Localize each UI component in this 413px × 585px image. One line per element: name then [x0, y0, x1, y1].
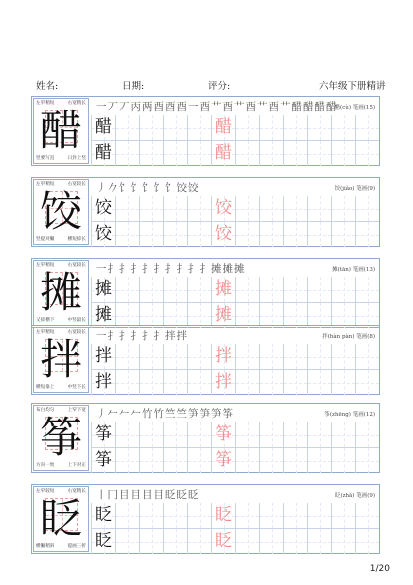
practice-grid	[91, 422, 379, 472]
practice-cell[interactable]	[331, 115, 355, 140]
date-label: 日期:	[122, 81, 145, 92]
practice-cell[interactable]	[163, 196, 187, 221]
practice-cell[interactable]	[187, 196, 211, 221]
practice-cell[interactable]	[91, 196, 115, 221]
trace-character: 眨	[95, 505, 112, 525]
practice-cell[interactable]	[259, 115, 283, 140]
practice-cell[interactable]	[115, 503, 139, 528]
stroke-order: 丿𠂊饣饣饣饣饣饺饺	[96, 182, 200, 194]
tip-top-left: 左窄稍短	[36, 263, 55, 268]
stroke-order: 丿𠂉𠂉𠂉竹竹竺竺笋笋笋筝	[96, 408, 234, 420]
practice-row	[91, 221, 379, 247]
practice-cell[interactable]	[211, 196, 235, 221]
practice-cell[interactable]	[139, 222, 163, 247]
tip-top-right: 右宽较长	[67, 330, 86, 335]
practice-cell[interactable]	[139, 141, 163, 166]
worksheet-header	[0, 76, 413, 94]
practice-cell[interactable]	[91, 303, 115, 328]
practice-row	[91, 196, 379, 221]
practice-cell[interactable]	[307, 141, 331, 166]
character-section	[31, 96, 380, 166]
practice-cell[interactable]	[211, 370, 235, 395]
practice-cell[interactable]	[139, 370, 163, 395]
model-character: 拌	[39, 335, 82, 384]
tip-bottom-right: 中竖下长	[67, 385, 86, 390]
practice-cell[interactable]	[163, 448, 187, 473]
tip-bottom-left: 横撇稍斜	[36, 544, 55, 549]
tip-top-left: 左窄稍短	[36, 101, 55, 106]
score-label: 评分:	[208, 81, 231, 92]
practice-cell[interactable]	[235, 141, 259, 166]
model-character: 饺	[39, 187, 82, 236]
pinyin-stroke-count: 醋(cù) 笔画(15)	[334, 105, 375, 111]
model-character-box	[33, 179, 89, 245]
practice-cell[interactable]	[259, 222, 283, 247]
practice-cell[interactable]	[259, 344, 283, 369]
practice-row	[91, 503, 379, 528]
practice-cell[interactable]	[235, 448, 259, 473]
practice-cell[interactable]	[115, 422, 139, 447]
practice-cell[interactable]	[235, 503, 259, 528]
practice-cell[interactable]	[163, 370, 187, 395]
tip-bottom-right: 横短捺长	[67, 237, 86, 242]
practice-grid	[91, 344, 379, 394]
practice-cell[interactable]	[259, 196, 283, 221]
stroke-order-row	[91, 486, 379, 503]
character-section	[31, 403, 380, 473]
trace-character: 筝	[95, 424, 112, 444]
practice-cell[interactable]	[307, 448, 331, 473]
practice-cell[interactable]	[187, 370, 211, 395]
tip-top-right: 右宽稍长	[67, 489, 86, 494]
practice-cell[interactable]	[211, 303, 235, 328]
practice-cell[interactable]	[331, 503, 355, 528]
practice-cell[interactable]	[91, 222, 115, 247]
practice-cell[interactable]	[307, 222, 331, 247]
practice-grid	[91, 196, 379, 246]
practice-cell[interactable]	[307, 529, 331, 554]
practice-cell[interactable]	[139, 422, 163, 447]
practice-cell[interactable]	[187, 422, 211, 447]
practice-cell[interactable]	[331, 448, 355, 473]
tip-bottom-right: 提画三折	[67, 544, 86, 549]
practice-cell[interactable]	[115, 141, 139, 166]
practice-cell[interactable]	[259, 422, 283, 447]
practice-cell[interactable]	[115, 529, 139, 554]
practice-cell[interactable]	[307, 277, 331, 302]
practice-cell[interactable]	[139, 196, 163, 221]
practice-row	[91, 447, 379, 473]
practice-cell[interactable]	[139, 115, 163, 140]
practice-cell[interactable]	[259, 448, 283, 473]
stroke-order: 丨冂目目目目眨眨眨	[96, 489, 200, 501]
stroke-order-row	[91, 405, 379, 422]
practice-cell[interactable]	[283, 115, 307, 140]
practice-cell[interactable]	[235, 422, 259, 447]
practice-row	[91, 369, 379, 395]
practice-cell[interactable]	[331, 344, 355, 369]
practice-cell[interactable]	[355, 344, 379, 369]
practice-cell[interactable]	[235, 344, 259, 369]
tip-bottom-left: 横短靠上	[36, 385, 55, 390]
trace-character-red: 醋	[215, 117, 232, 137]
model-character: 筝	[39, 413, 82, 462]
practice-cell[interactable]	[331, 196, 355, 221]
practice-row	[91, 140, 379, 166]
tip-bottom-left: 竖提对撇	[36, 237, 55, 242]
pinyin-stroke-count: 拌(bàn pàn) 笔画(8)	[322, 334, 375, 340]
practice-row	[91, 277, 379, 302]
pinyin-stroke-count: 眨(zhǎ) 笔画(9)	[334, 493, 375, 499]
practice-cell[interactable]	[259, 503, 283, 528]
trace-character-red: 醋	[215, 143, 232, 163]
practice-cell[interactable]	[187, 344, 211, 369]
practice-cell[interactable]	[355, 448, 379, 473]
practice-cell[interactable]	[331, 422, 355, 447]
practice-cell[interactable]	[307, 115, 331, 140]
tip-bottom-right: 中竖最长	[67, 318, 86, 323]
tip-top-left: 布白均匀	[36, 408, 55, 413]
stroke-order: 一丆丆丙两酉酉酉一酉艹酉艹酉艹酉艹醋醋醋醋	[96, 101, 338, 113]
pinyin-stroke-count: 筝(zhēng) 笔画(12)	[324, 412, 375, 418]
trace-character: 饺	[95, 198, 112, 218]
practice-cell[interactable]	[115, 277, 139, 302]
pinyin-stroke-count: 摊(tān) 笔画(13)	[332, 267, 375, 273]
practice-cell[interactable]	[283, 529, 307, 554]
practice-cell[interactable]	[163, 222, 187, 247]
trace-character-red: 筝	[215, 424, 232, 444]
character-section	[31, 484, 380, 554]
model-character-box	[33, 98, 89, 164]
practice-cell[interactable]	[331, 141, 355, 166]
practice-cell[interactable]	[283, 370, 307, 395]
name-label: 姓名:	[36, 81, 59, 92]
pinyin-stroke-count: 饺(jiǎo) 笔画(9)	[334, 186, 375, 192]
practice-cell[interactable]	[187, 222, 211, 247]
practice-cell[interactable]	[139, 503, 163, 528]
practice-grid	[91, 277, 379, 327]
trace-character-red: 筝	[215, 450, 232, 470]
practice-cell[interactable]	[307, 196, 331, 221]
practice-cell[interactable]	[355, 529, 379, 554]
trace-character-red: 拌	[215, 346, 232, 366]
practice-cell[interactable]	[211, 115, 235, 140]
trace-character: 拌	[95, 346, 112, 366]
trace-character-red: 饺	[215, 198, 232, 218]
practice-cell[interactable]	[187, 448, 211, 473]
practice-cell[interactable]	[259, 141, 283, 166]
practice-cell[interactable]	[331, 222, 355, 247]
model-character-box	[33, 405, 89, 471]
tip-bottom-left: 又捺横下	[36, 318, 55, 323]
tip-top-right: 右宽较长	[67, 263, 86, 268]
practice-cell[interactable]	[307, 344, 331, 369]
practice-grid	[91, 503, 379, 553]
practice-cell[interactable]	[91, 115, 115, 140]
practice-cell[interactable]	[115, 196, 139, 221]
practice-row	[91, 344, 379, 369]
practice-cell[interactable]	[187, 141, 211, 166]
practice-grid	[91, 115, 379, 165]
practice-cell[interactable]	[91, 529, 115, 554]
trace-character: 眨	[95, 531, 112, 551]
tip-bottom-right: 上下对正	[67, 463, 86, 468]
trace-character-red: 摊	[215, 305, 232, 325]
trace-character-red: 饺	[215, 224, 232, 244]
trace-character: 醋	[95, 117, 112, 137]
stroke-order-row	[91, 327, 379, 344]
practice-cell[interactable]	[115, 115, 139, 140]
practice-row	[91, 115, 379, 140]
practice-cell[interactable]	[259, 277, 283, 302]
practice-cell[interactable]	[91, 448, 115, 473]
practice-cell[interactable]	[91, 370, 115, 395]
practice-cell[interactable]	[139, 448, 163, 473]
practice-cell[interactable]	[211, 503, 235, 528]
practice-cell[interactable]	[355, 370, 379, 395]
practice-cell[interactable]	[91, 141, 115, 166]
trace-character-red: 眨	[215, 531, 232, 551]
practice-cell[interactable]	[91, 422, 115, 447]
practice-cell[interactable]	[115, 344, 139, 369]
practice-cell[interactable]	[355, 222, 379, 247]
practice-cell[interactable]	[211, 422, 235, 447]
practice-cell[interactable]	[187, 529, 211, 554]
practice-cell[interactable]	[307, 422, 331, 447]
practice-cell[interactable]	[211, 344, 235, 369]
worksheet-title: 六年级下册精讲	[319, 81, 386, 92]
model-character: 摊	[39, 268, 82, 317]
practice-cell[interactable]	[211, 529, 235, 554]
practice-cell[interactable]	[163, 277, 187, 302]
practice-cell[interactable]	[211, 141, 235, 166]
tip-bottom-right: 日封上竖	[67, 156, 86, 161]
practice-cell[interactable]	[331, 370, 355, 395]
practice-cell[interactable]	[307, 370, 331, 395]
practice-cell[interactable]	[283, 277, 307, 302]
practice-cell[interactable]	[235, 196, 259, 221]
model-character-box	[33, 486, 89, 552]
practice-cell[interactable]	[91, 344, 115, 369]
practice-cell[interactable]	[355, 196, 379, 221]
page-number: 1/20	[369, 564, 390, 574]
practice-cell[interactable]	[115, 370, 139, 395]
practice-cell[interactable]	[115, 222, 139, 247]
tip-bottom-left: 竖要写直	[36, 156, 55, 161]
trace-character: 筝	[95, 450, 112, 470]
practice-cell[interactable]	[235, 222, 259, 247]
stroke-order-row	[91, 98, 379, 115]
practice-cell[interactable]	[163, 141, 187, 166]
trace-character-red: 眨	[215, 505, 232, 525]
tip-top-left: 左窄稍短	[36, 182, 55, 187]
practice-cell[interactable]	[139, 529, 163, 554]
practice-row	[91, 528, 379, 554]
character-section	[31, 177, 380, 247]
practice-cell[interactable]	[163, 529, 187, 554]
practice-cell[interactable]	[187, 503, 211, 528]
practice-cell[interactable]	[259, 370, 283, 395]
trace-character: 摊	[95, 279, 112, 299]
stroke-order: 一扌扌扌扌扌扌扌扌扌摊摊摊	[96, 263, 246, 275]
practice-cell[interactable]	[163, 344, 187, 369]
trace-character: 饺	[95, 224, 112, 244]
practice-cell[interactable]	[163, 115, 187, 140]
model-character-box	[33, 327, 89, 393]
practice-cell[interactable]	[211, 222, 235, 247]
practice-cell[interactable]	[139, 277, 163, 302]
practice-cell[interactable]	[283, 196, 307, 221]
trace-character: 摊	[95, 305, 112, 325]
practice-cell[interactable]	[211, 448, 235, 473]
practice-cell[interactable]	[331, 277, 355, 302]
trace-character-red: 拌	[215, 372, 232, 392]
practice-cell[interactable]	[163, 503, 187, 528]
trace-character: 拌	[95, 372, 112, 392]
stroke-order-row	[91, 260, 379, 277]
practice-cell[interactable]	[187, 115, 211, 140]
practice-cell[interactable]	[283, 344, 307, 369]
practice-cell[interactable]	[283, 448, 307, 473]
practice-cell[interactable]	[91, 277, 115, 302]
character-section	[31, 258, 380, 328]
tip-bottom-left: 方向一致	[36, 463, 55, 468]
stroke-order: 一扌扌扌扌扌拌拌	[96, 330, 188, 342]
practice-cell[interactable]	[235, 115, 259, 140]
practice-cell[interactable]	[211, 277, 235, 302]
practice-cell[interactable]	[355, 277, 379, 302]
practice-cell[interactable]	[259, 529, 283, 554]
tip-top-right: 右宽稍长	[67, 101, 86, 106]
tip-top-left: 左窄较短	[36, 489, 55, 494]
trace-character-red: 摊	[215, 279, 232, 299]
practice-cell[interactable]	[91, 503, 115, 528]
practice-cell[interactable]	[283, 422, 307, 447]
tip-top-left: 左窄稍短	[36, 330, 55, 335]
practice-cell[interactable]	[307, 503, 331, 528]
practice-cell[interactable]	[355, 422, 379, 447]
practice-cell[interactable]	[283, 141, 307, 166]
tip-top-right: 右宽较长	[67, 182, 86, 187]
practice-cell[interactable]	[235, 277, 259, 302]
stroke-order-row	[91, 179, 379, 196]
model-character: 醋	[39, 106, 82, 155]
practice-cell[interactable]	[163, 422, 187, 447]
practice-cell[interactable]	[235, 529, 259, 554]
practice-cell[interactable]	[283, 222, 307, 247]
practice-cell[interactable]	[115, 448, 139, 473]
tip-top-right: 上窄下宽	[67, 408, 86, 413]
practice-cell[interactable]	[283, 503, 307, 528]
trace-character: 醋	[95, 143, 112, 163]
model-character: 眨	[39, 494, 82, 543]
practice-cell[interactable]	[187, 277, 211, 302]
practice-cell[interactable]	[235, 370, 259, 395]
practice-cell[interactable]	[355, 141, 379, 166]
practice-cell[interactable]	[331, 529, 355, 554]
character-section	[31, 325, 380, 395]
model-character-box	[33, 260, 89, 326]
practice-cell[interactable]	[355, 503, 379, 528]
practice-cell[interactable]	[355, 115, 379, 140]
practice-row	[91, 422, 379, 447]
practice-cell[interactable]	[139, 344, 163, 369]
